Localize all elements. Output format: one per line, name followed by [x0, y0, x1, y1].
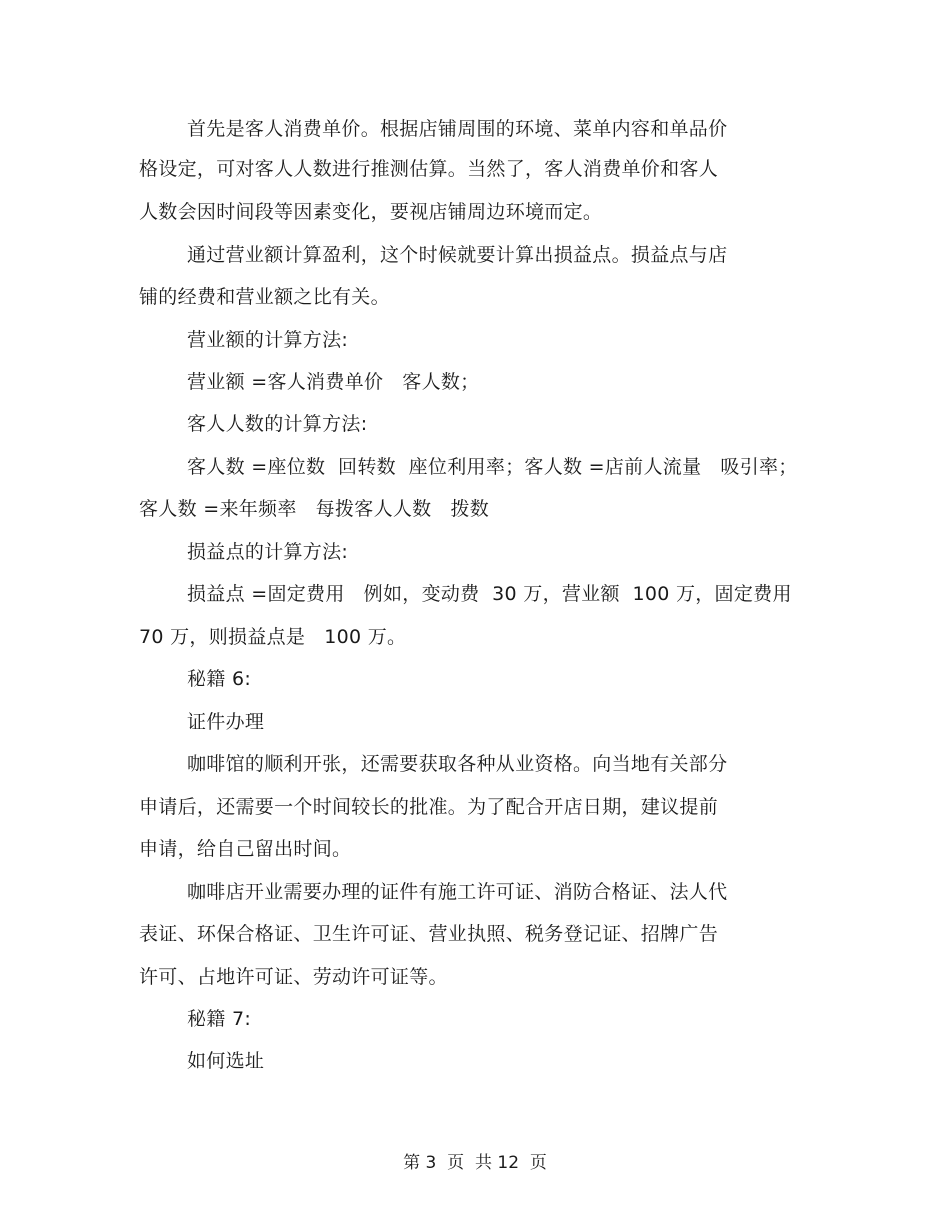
formula-line: 客人数 =来年频率 每拨客人人数 拨数 — [139, 498, 490, 520]
paragraph-line: 申请，给自己留出时间。 — [139, 838, 352, 860]
page-number-footer: 第 3 页 共 12 页 — [403, 1153, 547, 1173]
formula-line: 营业额 =客人消费单价 客人数； — [187, 371, 480, 393]
paragraph-line: 格设定，可对客人人数进行推测估算。当然了，客人消费单价和客人 — [139, 158, 719, 180]
section-label: 客人人数的计算方法: — [187, 413, 368, 435]
formula-line: 损益点 =固定费用 例如，变动费 30 万，营业额 100 万，固定费用 — [187, 583, 792, 605]
paragraph-line: 咖啡店开业需要办理的证件有施工许可证、消防合格证、法人代 — [187, 881, 728, 903]
paragraph-line: 表证、环保合格证、卫生许可证、营业执照、税务登记证、招牌广告 — [139, 923, 719, 945]
section-heading: 秘籍 6: — [187, 668, 252, 690]
section-title: 如何选址 — [187, 1050, 265, 1072]
paragraph-line: 许可、占地许可证、劳动许可证等。 — [139, 966, 448, 988]
formula-line: 70 万，则损益点是 100 万。 — [139, 626, 407, 648]
section-label: 损益点的计算方法: — [187, 541, 349, 563]
paragraph-line: 铺的经费和营业额之比有关。 — [139, 286, 390, 308]
formula-line: 客人数 =座位数 回转数 座位利用率；客人数 =店前人流量 吸引率； — [187, 456, 798, 478]
section-heading: 秘籍 7: — [187, 1008, 252, 1030]
section-label: 营业额的计算方法: — [187, 329, 349, 351]
paragraph-line: 首先是客人消费单价。根据店铺周围的环境、菜单内容和单品价 — [187, 118, 728, 140]
section-title: 证件办理 — [187, 711, 265, 733]
paragraph-line: 通过营业额计算盈利，这个时候就要计算出损益点。损益点与店 — [187, 244, 728, 266]
paragraph-line: 申请后，还需要一个时间较长的批准。为了配合开店日期，建议提前 — [139, 796, 719, 818]
paragraph-line: 咖啡馆的顺利开张，还需要获取各种从业资格。向当地有关部分 — [187, 753, 728, 775]
paragraph-line: 人数会因时间段等因素变化，要视店铺周边环境而定。 — [139, 201, 603, 223]
